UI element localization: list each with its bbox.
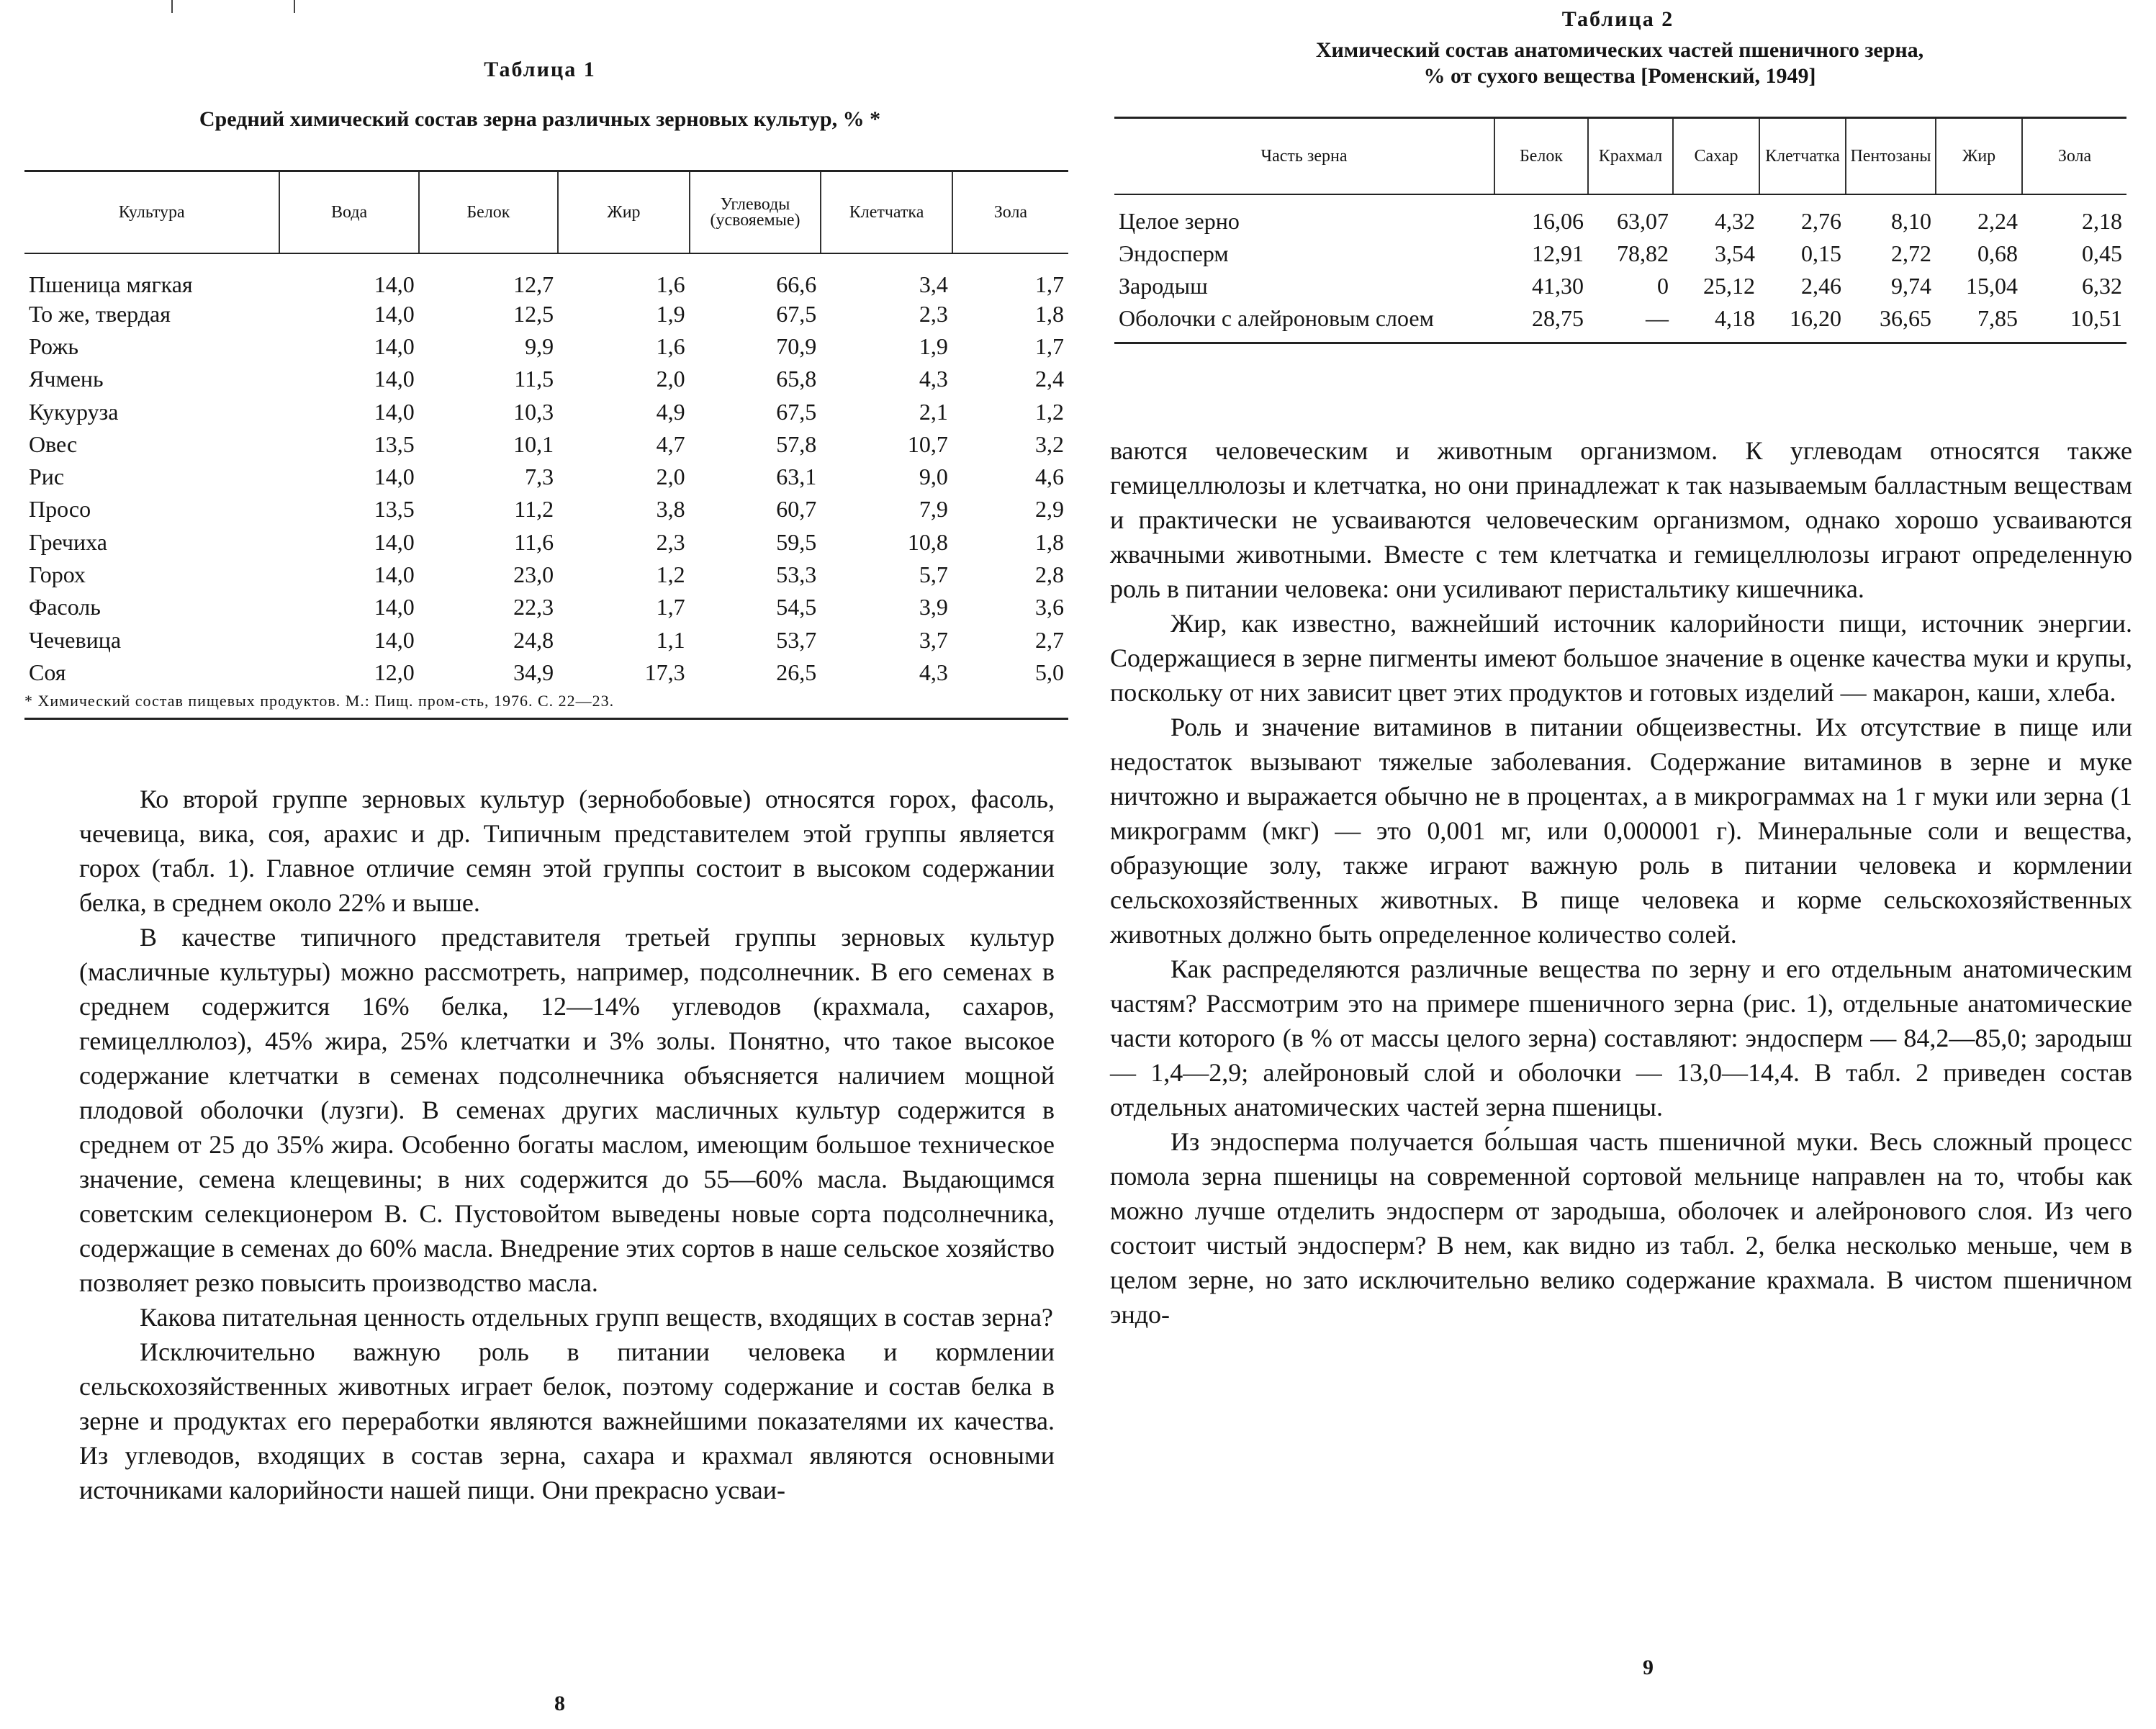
table-row — [24, 559, 1068, 591]
table2-col-header: Сахар — [1673, 118, 1759, 194]
table-cell: 53,3 — [776, 561, 817, 588]
table-cell: 3,54 — [1715, 240, 1755, 266]
table1 — [24, 170, 1068, 720]
table-cell: 78,82 — [1617, 240, 1669, 266]
table-cell: 2,24 — [1977, 207, 2018, 234]
table-cell: 2,0 — [656, 366, 685, 392]
table-row — [24, 526, 1068, 559]
table-cell: 9,0 — [919, 464, 948, 490]
table-cell: 2,3 — [656, 528, 685, 555]
table1-col-header: Углеводы (усвояемые) — [690, 171, 821, 253]
paragraph: Исключительно важную роль в питании человека и кормлении сельскохозяйственных животных играет белок, поэтому содержание и состав белка в зерне и продуктах его переработки являются важнейшими показателями их качества. Из углеводов, входящих в состав зерна, сахара и крахмал являются основными источниками калорийности нашей пищи. Они прекрасно усваи- — [79, 1337, 1055, 1504]
table-cell: 1,7 — [1035, 333, 1064, 359]
table-row — [24, 591, 1068, 623]
table-cell: 34,9 — [513, 659, 554, 685]
table-cell: 10,51 — [2070, 304, 2122, 331]
table-cell: 66,6 — [776, 271, 817, 297]
table-cell: 13,5 — [374, 430, 415, 457]
table-cell: 1,2 — [1035, 398, 1064, 425]
table-cell: 5,7 — [919, 561, 948, 588]
table-cell: Овес — [29, 430, 78, 457]
table-cell: Пшеница мягкая — [29, 271, 193, 297]
table2-header-row — [1114, 118, 2126, 194]
table-cell: 0,68 — [1977, 240, 2018, 266]
table-row — [24, 395, 1068, 428]
table-cell: 2,46 — [1801, 272, 1841, 299]
table-cell: 1,7 — [656, 594, 685, 620]
table2-col-header: Крахмал — [1588, 118, 1673, 194]
table-cell: Целое зерно — [1119, 207, 1240, 234]
table-cell: 63,07 — [1617, 207, 1669, 234]
table-row — [1114, 270, 2126, 302]
table-cell: Чечевица — [29, 626, 122, 653]
table-cell: 14,0 — [374, 271, 415, 297]
table-cell: 65,8 — [776, 366, 817, 392]
table-cell: Эндосперм — [1119, 240, 1229, 266]
table-cell: Зародыш — [1119, 272, 1208, 299]
table-row — [24, 656, 1068, 689]
table2-title-line2: % от сухого вещества [Роменский, 1949] — [1423, 64, 1816, 88]
table-cell: Рожь — [29, 333, 78, 359]
table-cell: 13,5 — [374, 496, 415, 523]
table-cell: 23,0 — [513, 561, 554, 588]
table-cell: 9,74 — [1891, 272, 1931, 299]
table1-title: Средний химический состав зерна различных зерновых культур, % * — [199, 107, 881, 131]
table-cell: 12,5 — [513, 300, 554, 327]
table-cell: 4,3 — [919, 366, 948, 392]
table-cell: 2,1 — [919, 398, 948, 425]
table-row — [24, 493, 1068, 525]
table1-body — [24, 253, 1068, 690]
table1-col-header: Зола — [952, 171, 1068, 253]
paragraph: Жир, как известно, важнейший источник калорийности пищи, источник энергии. Содержащиеся в зерне пигменты имеют большое значение в оценке качества муки и крупы, поскольку от них зависит цвет этих продуктов и готовых изделий — макарон, каши, хлеба. — [1110, 609, 2132, 707]
table-row — [24, 363, 1068, 395]
table-cell: 2,9 — [1035, 496, 1064, 523]
table-cell: 14,0 — [374, 528, 415, 555]
table-cell: 25,12 — [1703, 272, 1755, 299]
table1-col-header: Клетчатка — [821, 171, 952, 253]
table-cell: 4,9 — [656, 398, 685, 425]
table-row — [24, 330, 1068, 363]
table2-col-header: Клетчатка — [1759, 118, 1846, 194]
table-cell: 70,9 — [776, 333, 817, 359]
paragraph: В качестве типичного представителя третьей группы зерновых культур (масличные культуры) можно рассмотреть, например, подсолнечник. В его семенах в среднем содержится 16% белка, 12—14% углеводов (крахмала, сахаров, гемицеллюлоз), 45% жира, 25% клетчатки и 3% золы. Понятно, что такое высокое содержание клетчатки в семенах подсолнечника объясняется наличием мощной плодовой оболочки (лузги). В семенах других масличных культур содержится в среднем от 25 до 35% жира. Особенно богаты маслом, имеющим большое техническое значение, семена клещевины; в них содержится до 55—60% масла. Выдающимся советским селекционером В. С. Пустовойтом выведены новые сорта подсолнечника, содержащие в семенах до 60% масла. Внедрение этих сортов в наше сельское хозяйство позволяет резко повысить производство масла. — [79, 923, 1055, 1297]
table-cell: Просо — [29, 496, 91, 523]
table-cell: 2,76 — [1801, 207, 1841, 234]
table-cell: 10,8 — [907, 528, 948, 555]
table-cell: 63,1 — [776, 464, 817, 490]
paragraph: Роль и значение витаминов в питании общеизвестны. Их отсутствие в пище или недостаток вызывают тяжелые заболевания. Содержание витаминов в зерне и муке ничтожно и выражается обычно не в процентах, а в микрограммах на 1 г муки или зерна (1 микрограмм (мкг) — это 0,001 мг, или 0,000001 г). Минеральные соли и вещества, образующие золу, также играют важную роль в питании человека и кормлении сельскохозяйственных животных. В пище человека и корме сельскохозяйственных животных должно быть определенное количество солей. — [1110, 713, 2132, 949]
table-cell: 3,6 — [1035, 594, 1064, 620]
table-cell: 3,8 — [656, 496, 685, 523]
table-cell: 24,8 — [513, 626, 554, 653]
left-body-text — [79, 782, 1055, 1507]
table-row — [24, 428, 1068, 461]
table-cell: 6,32 — [2082, 272, 2122, 299]
table-cell: 67,5 — [776, 398, 817, 425]
table2 — [1114, 117, 2126, 344]
table1-header-row — [24, 171, 1068, 253]
table-cell: 2,4 — [1035, 366, 1064, 392]
table-cell: 1,6 — [656, 271, 685, 297]
table-row — [24, 623, 1068, 656]
table-cell: Ячмень — [29, 366, 104, 392]
table-cell: 14,0 — [374, 464, 415, 490]
table-cell: 1,9 — [919, 333, 948, 359]
table-cell: 4,18 — [1715, 304, 1755, 331]
table-cell: То же, твердая — [29, 300, 171, 327]
table-row — [1114, 194, 2126, 238]
table-cell: 16,20 — [1790, 304, 1841, 331]
table-cell: Кукуруза — [29, 398, 119, 425]
table-cell: 26,5 — [776, 659, 817, 685]
table-cell: 7,3 — [525, 464, 554, 490]
table-cell: 2,0 — [656, 464, 685, 490]
table-cell: 11,5 — [514, 366, 554, 392]
page-number-right: 9 — [1643, 1656, 1654, 1679]
table1-col-header: Белок — [419, 171, 558, 253]
table-row — [1114, 238, 2126, 270]
table-cell: 9,9 — [525, 333, 554, 359]
table-cell: 14,0 — [374, 366, 415, 392]
table1-label: Таблица 1 — [484, 58, 596, 81]
table-cell: 1,2 — [656, 561, 685, 588]
table-cell: — — [1646, 304, 1669, 331]
table2-label: Таблица 2 — [1561, 7, 1674, 31]
table-cell: 14,0 — [374, 300, 415, 327]
table-cell: 11,6 — [514, 528, 554, 555]
table-cell: 7,9 — [919, 496, 948, 523]
table-cell: 3,2 — [1035, 430, 1064, 457]
table-cell: 17,3 — [644, 659, 685, 685]
table-row — [24, 253, 1068, 298]
table-cell: 1,8 — [1035, 300, 1064, 327]
table-cell: 36,65 — [1880, 304, 1931, 331]
table-cell: 2,7 — [1035, 626, 1064, 653]
page-number-left: 8 — [554, 1692, 565, 1715]
table-cell: 14,0 — [374, 398, 415, 425]
table-cell: 4,6 — [1035, 464, 1064, 490]
table-cell: 2,3 — [919, 300, 948, 327]
table-cell: 14,0 — [374, 626, 415, 653]
table-cell: 8,10 — [1891, 207, 1931, 234]
right-page — [1080, 0, 2156, 1729]
table-cell: 4,32 — [1715, 207, 1755, 234]
table-cell: 12,7 — [513, 271, 554, 297]
table-cell: 22,3 — [513, 594, 554, 620]
table-cell: 5,0 — [1035, 659, 1064, 685]
right-body-text — [1110, 433, 2132, 1332]
table-cell: 10,1 — [513, 430, 554, 457]
table-cell: 10,7 — [907, 430, 948, 457]
table-cell: 10,3 — [513, 398, 554, 425]
table-cell: 2,18 — [2082, 207, 2122, 234]
table2-col-header: Жир — [1936, 118, 2022, 194]
table1-col-header: Культура — [24, 171, 279, 253]
table-cell: Оболочки с алейроновым слоем — [1119, 304, 1434, 331]
table2-body — [1114, 194, 2126, 343]
table-cell: 14,0 — [374, 561, 415, 588]
table-cell: Фасоль — [29, 594, 101, 620]
table-cell: 28,75 — [1532, 304, 1584, 331]
table-cell: 4,7 — [656, 430, 685, 457]
table-cell: 11,2 — [514, 496, 554, 523]
table-cell: 12,0 — [374, 659, 415, 685]
table-cell: 7,85 — [1977, 304, 2018, 331]
table1-col-header: Жир — [558, 171, 690, 253]
table2-col-header: Пентозаны — [1846, 118, 1936, 194]
table-cell: Соя — [29, 659, 66, 685]
table-cell: 41,30 — [1532, 272, 1584, 299]
table-cell: Гречиха — [29, 528, 107, 555]
table2-col-header: Зола — [2022, 118, 2126, 194]
paragraph: Как распределяются различные вещества по зерну и его отдельным анатомическим частям? Рассмотрим это на примере пшеничного зерна (рис. 1), отдельные анатомические части которого (в % от массы целого зерна) составляют: эндосперм — 84,2—85,0; зародыш — 1,4—2,9; алейроновый слой и оболочки — 13,0—14,4. В табл. 2 приведен состав отдельных анатомических частей зерна пшеницы. — [1110, 954, 2132, 1121]
table-cell: 12,91 — [1532, 240, 1584, 266]
table-cell: Горох — [29, 561, 86, 588]
table-cell: 60,7 — [776, 496, 817, 523]
paragraph: ваются человеческим и животным организмом. К углеводам относятся также гемицеллюлозы и клетчатка, но они принадлежат к так называемым балластным веществам и практически не усваиваются человеческим организмом, однако хорошо усваиваются жвачными животными. Вместе с тем клетчатка и гемицеллюлозы играют определенную роль в питании человека: они усиливают перистальтику кишечника. — [1110, 436, 2132, 603]
table-cell: 1,9 — [656, 300, 685, 327]
table-cell: 4,3 — [919, 659, 948, 685]
table-row — [1114, 302, 2126, 343]
table-cell: 53,7 — [776, 626, 817, 653]
table-cell: 0,45 — [2082, 240, 2122, 266]
table2-title-line1: Химический состав анатомических частей пшеничного зерна, — [1315, 38, 1924, 62]
table-cell: 15,04 — [1966, 272, 2018, 299]
table-cell: 2,8 — [1035, 561, 1064, 588]
table2-col-header: Белок — [1494, 118, 1588, 194]
table1-col-header: Вода — [279, 171, 418, 253]
table-cell: 1,8 — [1035, 528, 1064, 555]
table-cell: 59,5 — [776, 528, 817, 555]
paragraph: Какова питательная ценность отдельных групп веществ, входящих в состав зерна? — [140, 1303, 1053, 1332]
table-cell: Рис — [29, 464, 65, 490]
table-row — [24, 461, 1068, 493]
table1-footnote: * Химический состав пищевых продуктов. М.: Пищ. пром-сть, 1976. С. 22—23. — [24, 692, 615, 710]
paragraph: Ко второй группе зерновых культур (зернобобовые) относятся горох, фасоль, чечевица, вика, соя, арахис и др. Типичным представителем этой группы является горох (табл. 1). Главное отличие семян этой группы состоит в высоком содержании белка, в среднем около 22% и выше. — [79, 785, 1055, 917]
table-cell: 0 — [1657, 272, 1669, 299]
table-cell: 16,06 — [1532, 207, 1584, 234]
table-cell: 14,0 — [374, 594, 415, 620]
table-cell: 0,15 — [1801, 240, 1841, 266]
table-cell: 3,7 — [919, 626, 948, 653]
table-cell: 1,1 — [656, 626, 685, 653]
table-cell: 1,6 — [656, 333, 685, 359]
table-cell: 3,4 — [919, 271, 948, 297]
table-cell: 57,8 — [776, 430, 817, 457]
paragraph: Из эндосперма получается бо́льшая часть пшеничной муки. Весь сложный процесс помола зерна пшеницы на современной сортовой мельнице направлен на то, чтобы как можно лучше отделить эндосперм от зародыша, оболочек и алейронового слоя. Из чего состоит чистый эндосперм? В нем, как видно из табл. 2, белка несколько меньше, чем в целом зерне, но зато исключительно велико содержание крахмала. В чистом пшеничном эндо- — [1110, 1127, 2132, 1329]
table-cell: 1,7 — [1035, 271, 1064, 297]
table-cell: 2,72 — [1891, 240, 1931, 266]
table-row — [24, 298, 1068, 330]
table-cell: 3,9 — [919, 594, 948, 620]
table-cell: 54,5 — [776, 594, 817, 620]
table2-col-header: Часть зерна — [1114, 118, 1494, 194]
table-cell: 67,5 — [776, 300, 817, 327]
table-cell: 14,0 — [374, 333, 415, 359]
